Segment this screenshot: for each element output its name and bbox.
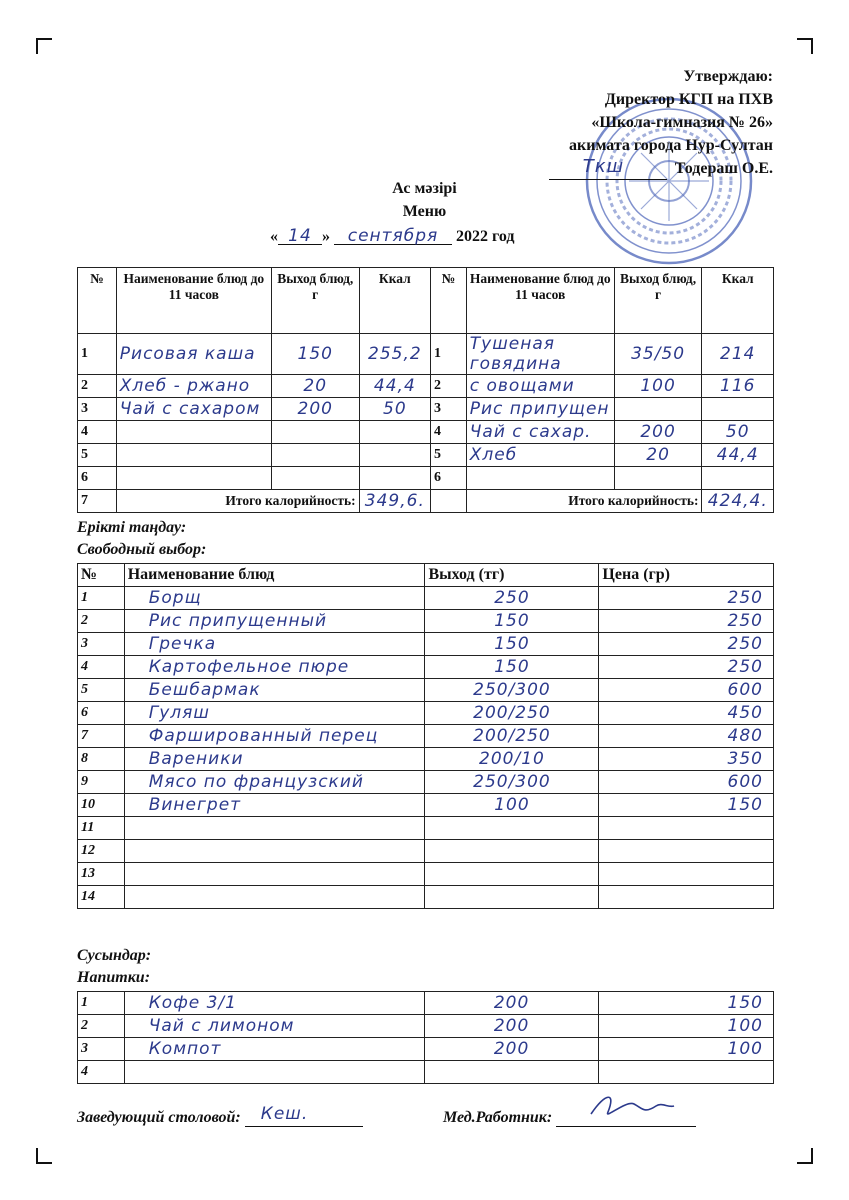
row-number: 2: [78, 1015, 125, 1038]
free-choice-row: [78, 679, 774, 702]
dish-name-cell: [124, 1061, 424, 1084]
row-number-right: 6: [431, 467, 467, 490]
kcal-left: [359, 375, 430, 398]
output-left: [271, 334, 359, 375]
dish-right-text: с овощами: [469, 376, 575, 396]
menu-date: « 14 » сентября 2022 год: [270, 226, 515, 246]
header-num-left: №: [78, 268, 117, 334]
date-day: 14: [288, 226, 312, 246]
price: 350: [727, 749, 763, 769]
row-number: 4: [78, 1061, 125, 1084]
row-number-right: 5: [431, 444, 467, 467]
director-signature-line: [549, 156, 667, 180]
price: 480: [727, 726, 763, 746]
dish-left: [116, 421, 271, 444]
row-number-left: 2: [78, 375, 117, 398]
dish-right: [466, 334, 614, 375]
output-cell: [425, 748, 599, 771]
dish-left-text: Рисовая каша: [119, 344, 256, 364]
medic-sign-block: [443, 1108, 696, 1127]
dish-name: Мясо по французский: [148, 772, 364, 792]
kcal-right-text: 116: [720, 376, 756, 396]
output-right: [614, 444, 702, 467]
row-number: 13: [78, 863, 125, 886]
output-cell: [425, 633, 599, 656]
medic-signature-scribble: [586, 1090, 676, 1122]
free-choice-row: [78, 771, 774, 794]
row-number: 1: [78, 992, 125, 1015]
free-choice-table: [77, 563, 774, 909]
dish-right: [466, 421, 614, 444]
output-cell: [425, 771, 599, 794]
output: 200: [493, 1039, 530, 1059]
kcal-left: [359, 467, 430, 490]
output-right-text: 200: [640, 422, 676, 442]
row-number: 11: [78, 817, 125, 840]
row-number-right: 2: [431, 375, 467, 398]
drinks-table: [77, 991, 774, 1084]
total-value-left: [359, 490, 430, 513]
main-menu-row: [78, 375, 774, 398]
manager-signature-line: [245, 1104, 363, 1127]
row-number: 2: [78, 610, 125, 633]
dish-left: [116, 375, 271, 398]
frame-corner-bottom-right: [797, 1148, 813, 1164]
row-number: 14: [78, 886, 125, 909]
output-left-text: 150: [297, 344, 333, 364]
free-choice-row: [78, 748, 774, 771]
header-price: Цена (гр): [599, 564, 774, 587]
total-label-left: Итого калорийность:: [116, 490, 359, 513]
dish-right: [466, 444, 614, 467]
price-cell: [599, 1015, 774, 1038]
free-choice-row: [78, 886, 774, 909]
dish-name-cell: [124, 992, 424, 1015]
main-menu-row: [78, 334, 774, 375]
drinks-label-kz: Сусындар:: [77, 947, 152, 964]
price: 100: [727, 1039, 763, 1059]
output-cell: [425, 1015, 599, 1038]
output: 150: [494, 657, 530, 677]
output-right-text: 35/50: [631, 344, 686, 364]
header-output-left: Выход блюд, г: [271, 268, 359, 334]
dish-name: Гуляш: [148, 703, 210, 723]
kcal-left-text: 50: [383, 399, 407, 419]
dish-left: [116, 467, 271, 490]
frame-corner-top-left: [36, 38, 52, 54]
output: 250/300: [473, 680, 551, 700]
free-choice-row: [78, 633, 774, 656]
kcal-left: [359, 421, 430, 444]
dish-name-cell: [124, 610, 425, 633]
kcal-right-text: 50: [725, 422, 750, 442]
price-cell: [599, 1038, 774, 1061]
price-cell: [599, 863, 774, 886]
dish-name-cell: [124, 633, 425, 656]
total-value-left-text: 349,6.: [364, 491, 425, 511]
output-right-text: 100: [640, 376, 676, 396]
price-cell: [599, 992, 774, 1015]
dish-name: Кофе 3/1: [148, 993, 237, 1013]
output-cell: [425, 656, 599, 679]
free-choice-label-ru: Свободный выбор:: [77, 541, 207, 558]
output-cell: [425, 1061, 599, 1084]
row-number: 4: [78, 656, 125, 679]
row-number: 3: [78, 1038, 125, 1061]
output-cell: [425, 587, 599, 610]
header-dish-name: Наименование блюд: [124, 564, 425, 587]
frame-corner-top-right: [797, 38, 813, 54]
output-right-text: 20: [646, 445, 670, 465]
output-left: [271, 467, 359, 490]
dish-left-text: Чай с сахаром: [119, 399, 261, 419]
output-cell: [425, 817, 599, 840]
output-left: [271, 421, 359, 444]
dish-right-text: Хлеб: [469, 445, 518, 465]
drink-row: [78, 992, 774, 1015]
total-label-right: Итого калорийность:: [466, 490, 702, 513]
main-menu-total-row: [78, 490, 774, 513]
free-choice-label-kz: Ерікті таңдау:: [77, 519, 187, 536]
main-menu-row: [78, 398, 774, 421]
price-cell: [599, 1061, 774, 1084]
row-number: 7: [78, 725, 125, 748]
dish-name-cell: [124, 1015, 424, 1038]
row-number-left: 3: [78, 398, 117, 421]
price-cell: [599, 633, 774, 656]
kcal-right: [702, 467, 774, 490]
dish-name: Чай с лимоном: [148, 1016, 295, 1036]
row-number: 3: [78, 633, 125, 656]
manager-signature: Кеш.: [260, 1104, 309, 1124]
dish-right: [466, 398, 614, 421]
dish-name-cell: [124, 725, 425, 748]
output-cell: [425, 610, 599, 633]
row-number: 5: [78, 679, 125, 702]
dish-name-cell: [124, 679, 425, 702]
title-kz: Ас мәзірі: [392, 180, 457, 197]
output-left-text: 200: [297, 399, 333, 419]
main-menu-header-row: [78, 268, 774, 334]
price: 450: [727, 703, 763, 723]
output-right: [614, 334, 702, 375]
dish-name: Бешбармак: [148, 680, 261, 700]
approval-line-1: Утверждаю:: [683, 68, 773, 85]
approval-block: [549, 65, 773, 180]
free-choice-row: [78, 725, 774, 748]
price-cell: [599, 748, 774, 771]
price-cell: [599, 610, 774, 633]
kcal-right: [702, 444, 774, 467]
kcal-right: [702, 375, 774, 398]
dish-name: Фаршированный перец: [148, 726, 379, 746]
medic-signature-line: [556, 1108, 696, 1127]
manager-label: Заведующий столовой:: [77, 1109, 241, 1126]
drinks-label-ru: Напитки:: [77, 969, 151, 986]
dish-name: Рис припущенный: [148, 611, 328, 631]
kcal-left: [359, 334, 430, 375]
output: 150: [494, 634, 530, 654]
price: 150: [727, 993, 763, 1013]
kcal-right: [702, 334, 774, 375]
price-cell: [599, 771, 774, 794]
price-cell: [599, 587, 774, 610]
free-choice-row: [78, 840, 774, 863]
dish-left: [116, 444, 271, 467]
free-choice-row: [78, 794, 774, 817]
header-output-right: Выход блюд, г: [614, 268, 702, 334]
dish-name-cell: [124, 1038, 424, 1061]
output-cell: [425, 725, 599, 748]
kcal-left-text: 44,4: [373, 376, 416, 396]
output-right: [614, 421, 702, 444]
date-year: 2022 год: [456, 228, 515, 245]
header-kcal-left: Ккал: [359, 268, 430, 334]
row-number-left: 6: [78, 467, 117, 490]
row-number-left: 5: [78, 444, 117, 467]
price: 600: [727, 772, 763, 792]
medic-label: Мед.Работник:: [443, 1109, 553, 1126]
dish-right: [466, 375, 614, 398]
output-right: [614, 467, 702, 490]
price-cell: [599, 679, 774, 702]
total-row-number: 7: [78, 490, 117, 513]
title-ru: Меню: [402, 203, 447, 220]
price-cell: [599, 656, 774, 679]
output: 200/10: [479, 749, 545, 769]
price: 150: [727, 795, 763, 815]
row-number: 8: [78, 748, 125, 771]
total-empty-num-right: [431, 490, 467, 513]
free-choice-row: [78, 656, 774, 679]
approval-line-3: «Школа-гимназия № 26»: [591, 114, 773, 131]
dish-left: [116, 334, 271, 375]
dish-left: [116, 398, 271, 421]
dish-name-cell: [124, 656, 425, 679]
header-num: №: [78, 564, 125, 587]
free-choice-row: [78, 817, 774, 840]
dish-name-cell: [124, 886, 425, 909]
dish-name: Винегрет: [148, 795, 242, 815]
output-cell: [425, 1038, 599, 1061]
header-num-right: №: [431, 268, 467, 334]
total-value-right-text: 424,4.: [707, 491, 768, 511]
date-day-field: [278, 226, 322, 245]
main-menu-row: [78, 421, 774, 444]
price: 250: [727, 588, 763, 608]
dish-right-text: Чай с сахар.: [469, 422, 592, 442]
row-number: 10: [78, 794, 125, 817]
free-choice-row: [78, 863, 774, 886]
price-cell: [599, 840, 774, 863]
price: 250: [727, 657, 763, 677]
total-value-right: [702, 490, 774, 513]
dish-name-cell: [124, 840, 425, 863]
dish-name-cell: [124, 771, 425, 794]
free-choice-row: [78, 610, 774, 633]
dish-name-cell: [124, 748, 425, 771]
output-right: [614, 375, 702, 398]
director-name: Тодераш О.Е.: [674, 160, 773, 177]
output: 250: [494, 588, 530, 608]
dish-right-text: Тушеная говядина: [469, 334, 562, 374]
kcal-left: [359, 444, 430, 467]
output-cell: [425, 886, 599, 909]
output: 150: [494, 611, 530, 631]
kcal-right: [702, 421, 774, 444]
output: 200: [493, 993, 530, 1013]
frame-corner-bottom-left: [36, 1148, 52, 1164]
price-cell: [599, 817, 774, 840]
dish-right-text: Рис припущен: [469, 399, 610, 419]
dish-name-cell: [124, 587, 425, 610]
output-cell: [425, 992, 599, 1015]
free-choice-row: [78, 702, 774, 725]
price-cell: [599, 702, 774, 725]
output-left: [271, 375, 359, 398]
dish-name-cell: [124, 817, 425, 840]
output-cell: [425, 794, 599, 817]
row-number: 12: [78, 840, 125, 863]
output-left: [271, 398, 359, 421]
output-cell: [425, 863, 599, 886]
kcal-left: [359, 398, 430, 421]
price-cell: [599, 794, 774, 817]
manager-sign-block: [77, 1104, 363, 1127]
price-cell: [599, 725, 774, 748]
kcal-right-text: 44,4: [716, 445, 759, 465]
output: 100: [494, 795, 530, 815]
dish-name-cell: [124, 863, 425, 886]
row-number-left: 4: [78, 421, 117, 444]
output-right: [614, 398, 702, 421]
row-number-right: 3: [431, 398, 467, 421]
row-number-right: 1: [431, 334, 467, 375]
free-choice-row: [78, 587, 774, 610]
date-month-field: [334, 226, 452, 245]
row-number: 9: [78, 771, 125, 794]
kcal-left-text: 255,2: [368, 344, 422, 364]
main-menu-table: [77, 267, 774, 513]
header-output: Выход (тг): [425, 564, 599, 587]
director-signature: Ткш: [582, 156, 625, 177]
main-menu-row: [78, 444, 774, 467]
output: 200/250: [473, 703, 551, 723]
dish-name-cell: [124, 702, 425, 725]
header-dish-left: Наименование блюд до 11 часов: [116, 268, 271, 334]
dish-name: Вареники: [148, 749, 244, 769]
kcal-right: [702, 398, 774, 421]
output-cell: [425, 679, 599, 702]
row-number-right: 4: [431, 421, 467, 444]
header-kcal-right: Ккал: [702, 268, 774, 334]
row-number-left: 1: [78, 334, 117, 375]
dish-name-cell: [124, 794, 425, 817]
date-month: сентября: [347, 226, 439, 246]
drink-row: [78, 1038, 774, 1061]
row-number: 6: [78, 702, 125, 725]
approval-signature-row: [549, 157, 773, 180]
output: 200/250: [473, 726, 551, 746]
free-choice-header-row: [78, 564, 774, 587]
output: 250/300: [473, 772, 551, 792]
output-left-text: 20: [303, 376, 328, 396]
dish-name: Борщ: [148, 588, 202, 608]
dish-name: Картофельное пюре: [148, 657, 350, 677]
output: 200: [493, 1016, 530, 1036]
dish-left-text: Хлеб - ржано: [119, 376, 251, 396]
approval-line-4: акимата города Нур-Султан: [569, 137, 773, 154]
header-dish-right: Наименование блюд до 11 часов: [466, 268, 614, 334]
price-cell: [599, 886, 774, 909]
row-number: 1: [78, 587, 125, 610]
approval-line-2: Директор КГП на ПХВ: [604, 91, 773, 108]
drink-row: [78, 1061, 774, 1084]
dish-name: Компот: [148, 1039, 222, 1059]
price: 600: [727, 680, 763, 700]
dish-name: Гречка: [148, 634, 217, 654]
output-cell: [425, 702, 599, 725]
output-cell: [425, 840, 599, 863]
output-left: [271, 444, 359, 467]
price: 250: [727, 611, 763, 631]
price: 100: [727, 1016, 763, 1036]
dish-right: [466, 467, 614, 490]
price: 250: [727, 634, 763, 654]
main-menu-row: [78, 467, 774, 490]
drink-row: [78, 1015, 774, 1038]
kcal-right-text: 214: [720, 344, 756, 364]
